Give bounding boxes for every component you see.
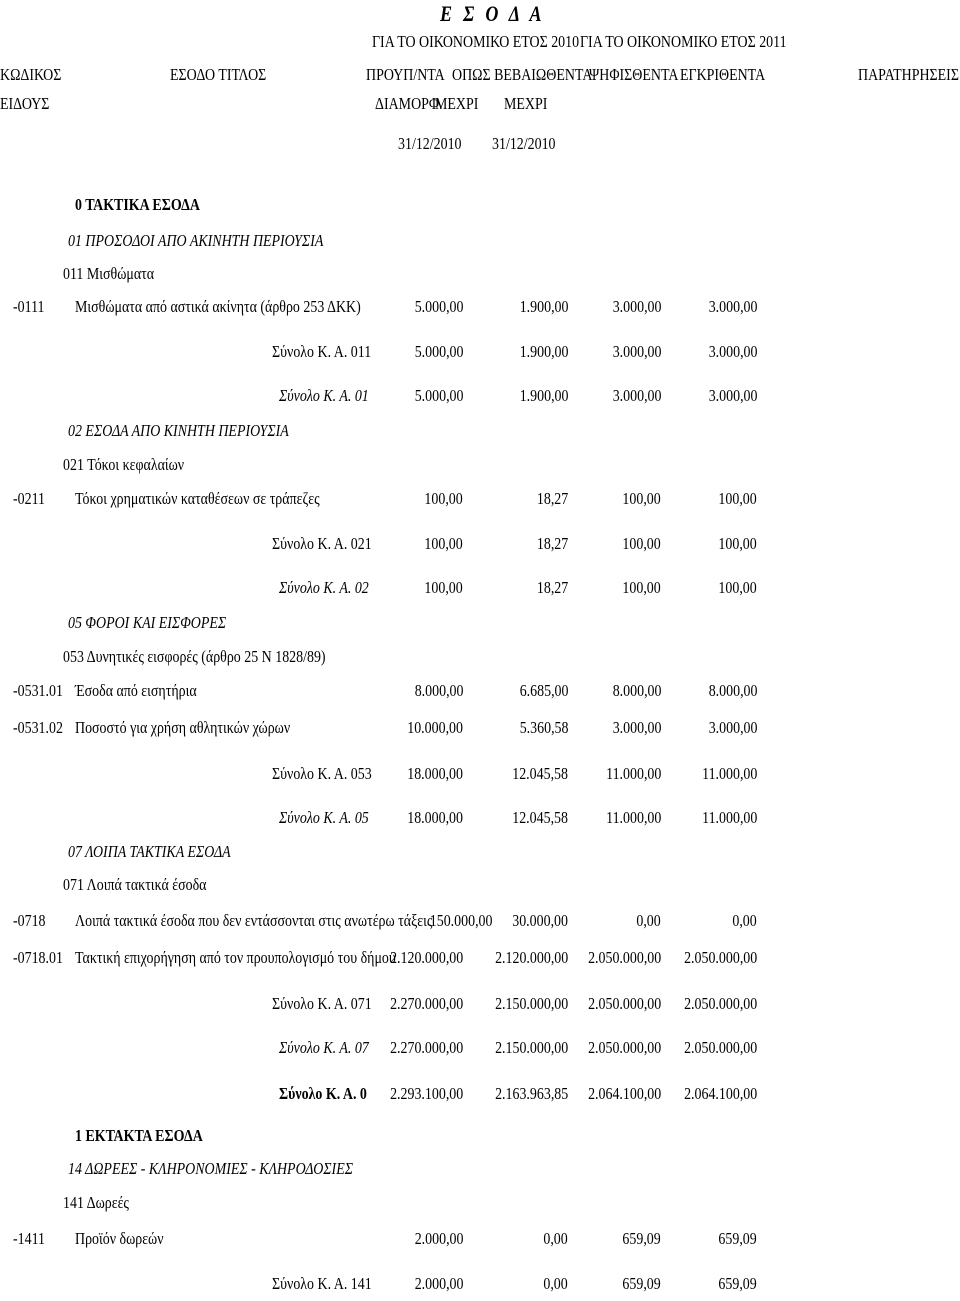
row-value: 100,00 bbox=[424, 489, 463, 508]
row-value: 10.000,00 bbox=[407, 718, 463, 737]
total-value: 2.050.000,00 bbox=[683, 1038, 757, 1057]
total-value: 2.050.000,00 bbox=[587, 1038, 661, 1057]
total-value: 100,00 bbox=[622, 534, 661, 553]
total-value: 2.064.100,00 bbox=[683, 1084, 757, 1103]
total-053-label: Σύνολο Κ. Α. 053 bbox=[272, 764, 372, 783]
row-value: 100,00 bbox=[622, 489, 661, 508]
row-value: 2.050.000,00 bbox=[587, 948, 661, 967]
total-value: 2.150.000,00 bbox=[494, 994, 568, 1013]
header-diamorf: ΔΙΑΜΟΡΦ. bbox=[375, 94, 443, 113]
header-kodikos: ΚΩΔΙΚΟΣ bbox=[0, 65, 62, 84]
total-value: 18.000,00 bbox=[407, 764, 463, 783]
header-date-2: 31/12/2010 bbox=[492, 134, 556, 153]
row-value: 3.000,00 bbox=[612, 297, 661, 316]
row-value: 3.000,00 bbox=[708, 297, 757, 316]
section-ektakta-esoda: 1 ΕΚΤΑΚΤΑ ΕΣΟΔΑ bbox=[75, 1126, 203, 1145]
total-value: 3.000,00 bbox=[612, 342, 661, 361]
total-011-label: Σύνολο Κ. Α. 011 bbox=[272, 342, 372, 361]
row-value: 2.120.000,00 bbox=[389, 948, 463, 967]
row-value: 6.685,00 bbox=[519, 681, 568, 700]
total-021-label: Σύνολο Κ. Α. 021 bbox=[272, 534, 372, 553]
row-label: Λοιπά τακτικά έσοδα που δεν εντάσσονται στις ανωτέρω τάξεις bbox=[75, 911, 433, 930]
row-value: 100,00 bbox=[718, 489, 757, 508]
total-value: 3.000,00 bbox=[708, 386, 757, 405]
row-value: 3.000,00 bbox=[612, 718, 661, 737]
row-value: 0,00 bbox=[732, 911, 757, 930]
total-value: 3.000,00 bbox=[708, 342, 757, 361]
header-proyp: ΠΡΟΥΠ/ΝΤΑ bbox=[366, 65, 445, 84]
header-date-1: 31/12/2010 bbox=[398, 134, 462, 153]
total-value: 11.000,00 bbox=[605, 808, 661, 827]
header-egkrithenta: ΕΓΚΡΙΘΕΝΤΑ bbox=[680, 65, 766, 84]
total-value: 2.163.963,85 bbox=[494, 1084, 568, 1103]
row-value: 8.000,00 bbox=[612, 681, 661, 700]
header-mexri-1: ΜΕΧΡΙ bbox=[435, 94, 479, 113]
total-value: 659,09 bbox=[622, 1274, 661, 1293]
total-value: 2.000,00 bbox=[414, 1274, 463, 1293]
header-opos-bebaiothenta: ΟΠΩΣ ΒΕΒΑΙΩΘΕΝΤΑ bbox=[452, 65, 593, 84]
header-mexri-2: ΜΕΧΡΙ bbox=[504, 94, 548, 113]
total-value: 11.000,00 bbox=[701, 808, 757, 827]
row-value: 2.120.000,00 bbox=[494, 948, 568, 967]
row-code: -0531.01 bbox=[13, 681, 63, 700]
row-label: Προϊόν δωρεών bbox=[75, 1229, 164, 1248]
total-02-label: Σύνολο Κ. Α. 02 bbox=[279, 578, 369, 597]
total-value: 2.270.000,00 bbox=[389, 994, 463, 1013]
group-01: 01 ΠΡΟΣΟΔΟΙ ΑΠΟ ΑΚΙΝΗΤΗ ΠΕΡΙΟΥΣΙΑ bbox=[68, 231, 324, 250]
row-label: Τακτική επιχορήγηση από τον προυπολογισμό του δήμου bbox=[75, 948, 396, 967]
row-value: 659,09 bbox=[622, 1229, 661, 1248]
row-value: 2.000,00 bbox=[414, 1229, 463, 1248]
total-05-label: Σύνολο Κ. Α. 05 bbox=[279, 808, 369, 827]
total-value: 100,00 bbox=[424, 534, 463, 553]
total-value: 3.000,00 bbox=[612, 386, 661, 405]
header-eidous: ΕΙΔΟΥΣ bbox=[0, 94, 50, 113]
row-value: 0,00 bbox=[543, 1229, 568, 1248]
row-value: 8.000,00 bbox=[414, 681, 463, 700]
row-value: 3.000,00 bbox=[708, 718, 757, 737]
total-value: 12.045,58 bbox=[512, 764, 568, 783]
row-value: 5.000,00 bbox=[414, 297, 463, 316]
subgroup-011: 011 Μισθώματα bbox=[63, 264, 155, 283]
total-value: 18.000,00 bbox=[407, 808, 463, 827]
total-value: 2.050.000,00 bbox=[587, 994, 661, 1013]
subgroup-053: 053 Δυνητικές εισφορές (άρθρο 25 Ν 1828/89) bbox=[63, 647, 326, 666]
row-label: Μισθώματα από αστικά ακίνητα (άρθρο 253 ΔΚΚ) bbox=[75, 297, 361, 316]
total-value: 1.900,00 bbox=[519, 342, 568, 361]
group-14: 14 ΔΩΡΕΕΣ - ΚΛΗΡΟΝΟΜΙΕΣ - ΚΛΗΡΟΔΟΣΙΕΣ bbox=[68, 1159, 354, 1178]
row-value: 1.900,00 bbox=[519, 297, 568, 316]
total-value: 2.293.100,00 bbox=[389, 1084, 463, 1103]
total-01-label: Σύνολο Κ. Α. 01 bbox=[279, 386, 369, 405]
group-02: 02 ΕΣΟΔΑ ΑΠΟ ΚΙΝΗΤΗ ΠΕΡΙΟΥΣΙΑ bbox=[68, 421, 289, 440]
total-value: 18,27 bbox=[536, 534, 568, 553]
group-05: 05 ΦΟΡΟΙ ΚΑΙ ΕΙΣΦΟΡΕΣ bbox=[68, 613, 227, 632]
total-value: 12.045,58 bbox=[512, 808, 568, 827]
row-label: Τόκοι χρηματικών καταθέσεων σε τράπεζες bbox=[75, 489, 320, 508]
total-value: 100,00 bbox=[718, 534, 757, 553]
row-value: 5.360,58 bbox=[519, 718, 568, 737]
total-value: 2.050.000,00 bbox=[683, 994, 757, 1013]
total-value: 2.064.100,00 bbox=[587, 1084, 661, 1103]
total-0-label: Σύνολο Κ. Α. 0 bbox=[279, 1084, 367, 1103]
total-value: 100,00 bbox=[424, 578, 463, 597]
total-value: 100,00 bbox=[718, 578, 757, 597]
section-taktika-esoda: 0 ΤΑΚΤΙΚΑ ΕΣΟΔΑ bbox=[75, 195, 200, 214]
total-07-label: Σύνολο Κ. Α. 07 bbox=[279, 1038, 369, 1057]
total-value: 11.000,00 bbox=[701, 764, 757, 783]
total-value: 5.000,00 bbox=[414, 342, 463, 361]
row-value: 150.000,00 bbox=[429, 911, 492, 930]
row-code: -0211 bbox=[13, 489, 46, 508]
row-value: 8.000,00 bbox=[708, 681, 757, 700]
header-year-2010: ΓΙΑ ΤΟ ΟΙΚΟΝΟΜΙΚΟ ΕΤΟΣ 2010 bbox=[372, 32, 580, 51]
row-value: 0,00 bbox=[636, 911, 661, 930]
header-esodo-titlos: ΕΣΟΔΟ ΤΙΤΛΟΣ bbox=[170, 65, 267, 84]
total-value: 100,00 bbox=[622, 578, 661, 597]
total-071-label: Σύνολο Κ. Α. 071 bbox=[272, 994, 372, 1013]
row-code: -0111 bbox=[13, 297, 45, 316]
total-value: 18,27 bbox=[536, 578, 568, 597]
document-title: Ε Σ Ο Δ Α bbox=[440, 1, 545, 26]
group-07: 07 ΛΟΙΠΑ ΤΑΚΤΙΚΑ ΕΣΟΔΑ bbox=[68, 842, 231, 861]
total-value: 659,09 bbox=[718, 1274, 757, 1293]
row-code: -0531.02 bbox=[13, 718, 63, 737]
subgroup-141: 141 Δωρεές bbox=[63, 1193, 129, 1212]
row-value: 2.050.000,00 bbox=[683, 948, 757, 967]
total-value: 2.270.000,00 bbox=[389, 1038, 463, 1057]
row-label: Ποσοστό για χρήση αθλητικών χώρων bbox=[75, 718, 291, 737]
row-code: -1411 bbox=[13, 1229, 46, 1248]
total-value: 11.000,00 bbox=[605, 764, 661, 783]
subgroup-021: 021 Τόκοι κεφαλαίων bbox=[63, 455, 185, 474]
total-value: 2.150.000,00 bbox=[494, 1038, 568, 1057]
total-value: 0,00 bbox=[543, 1274, 568, 1293]
total-value: 1.900,00 bbox=[519, 386, 568, 405]
header-paratiriseis: ΠΑΡΑΤΗΡΗΣΕΙΣ bbox=[858, 65, 959, 84]
row-value: 659,09 bbox=[718, 1229, 757, 1248]
row-code: -0718 bbox=[13, 911, 46, 930]
header-year-2011: ΓΙΑ ΤΟ ΟΙΚΟΝΟΜΙΚΟ ΕΤΟΣ 2011 bbox=[580, 32, 787, 51]
row-value: 30.000,00 bbox=[512, 911, 568, 930]
header-psifisthenta: ΨΗΦΙΣΘΕΝΤΑ bbox=[589, 65, 679, 84]
total-141-label: Σύνολο Κ. Α. 141 bbox=[272, 1274, 372, 1293]
subgroup-071: 071 Λοιπά τακτικά έσοδα bbox=[63, 875, 207, 894]
total-value: 5.000,00 bbox=[414, 386, 463, 405]
row-value: 18,27 bbox=[536, 489, 568, 508]
row-label: Έσοδα από εισητήρια bbox=[75, 681, 197, 700]
row-code: -0718.01 bbox=[13, 948, 63, 967]
